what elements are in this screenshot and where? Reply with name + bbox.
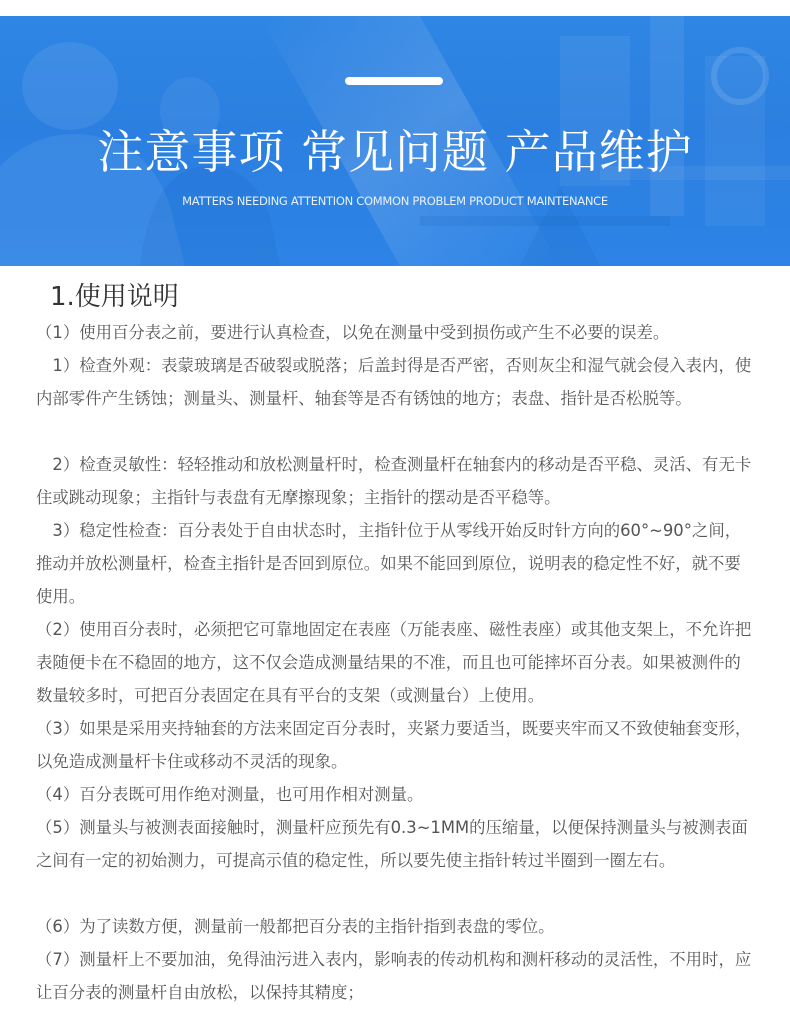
section-heading: 1.使用说明 (50, 282, 179, 312)
paragraph-1: （1）使用百分表之前，要进行认真检查，以免在测量中受到损伤或产生不必要的误差。 (36, 323, 670, 342)
paragraph-2: （2）使用百分表时，必须把它可靠地固定在表座（万能表座、磁性表座）或其他支架上，不允许把表随便卡在不稳固的地方，这不仅会造成测量结果的不准，而且也可能摔坏百分表。如果被测件的数量较多时，可把百分表固定在具有平台的支架（或测量台）上使用。 (36, 620, 752, 705)
paragraph-1-3: 3）稳定性检查：百分表处于自由状态时，主指针位于从零线开始反时针方向的60°~90°之间，推动并放松测量杆，检查主指针是否回到原位。如果不能回到原位，说明表的稳定性不好，就不要使用。 (36, 521, 742, 606)
paragraph-1-1: 1）检查外观：表蒙玻璃是否破裂或脱落；后盖封得是否严密，否则灰尘和湿气就会侵入表内，使内部零件产生锈蚀；测量头、测量杆、轴套等是否有锈蚀的地方；表盘、指针是否松脱等。 (36, 356, 752, 408)
top-margin (0, 0, 790, 16)
banner-title: 注意事项 常见问题 产品维护 (97, 125, 693, 179)
header-banner (0, 16, 790, 266)
paragraph-1-2: 2）检查灵敏性：轻轻推动和放松测量杆时，检查测量杆在轴套内的移动是否平稳、灵活、有无卡住或跳动现象；主指针与表盘有无摩擦现象；主指针的摆动是否平稳等。 (36, 455, 752, 507)
paragraph-3: （3）如果是采用夹持轴套的方法来固定百分表时，夹紧力要适当，既要夹牢而又不致使轴套变形，以免造成测量杆卡住或移动不灵活的现象。 (36, 719, 752, 771)
paragraph-5: （5）测量头与被测表面接触时，测量杆应预先有0.3~1MM的压缩量，以便保持测量头与被测表面之间有一定的初始测力，可提高示值的稳定性，所以要先使主指针转过半圈到一圈左右。 (36, 818, 748, 870)
paragraph-6: （6）为了读数方便，测量前一般都把百分表的主指针指到表盘的零位。 (36, 917, 555, 936)
title-accent-bar (345, 77, 443, 85)
banner-subtitle: MATTERS NEEDING ATTENTION COMMON PROBLEM PRODUCT MAINTENANCE (182, 194, 608, 208)
paragraph-7: （7）测量杆上不要加油，免得油污进入表内，影响表的传动机构和测杆移动的灵活性，不用时，应让百分表的测量杆自由放松，以保持其精度； (36, 950, 752, 1002)
paragraph-4: （4）百分表既可用作绝对测量，也可用作相对测量。 (36, 785, 424, 804)
